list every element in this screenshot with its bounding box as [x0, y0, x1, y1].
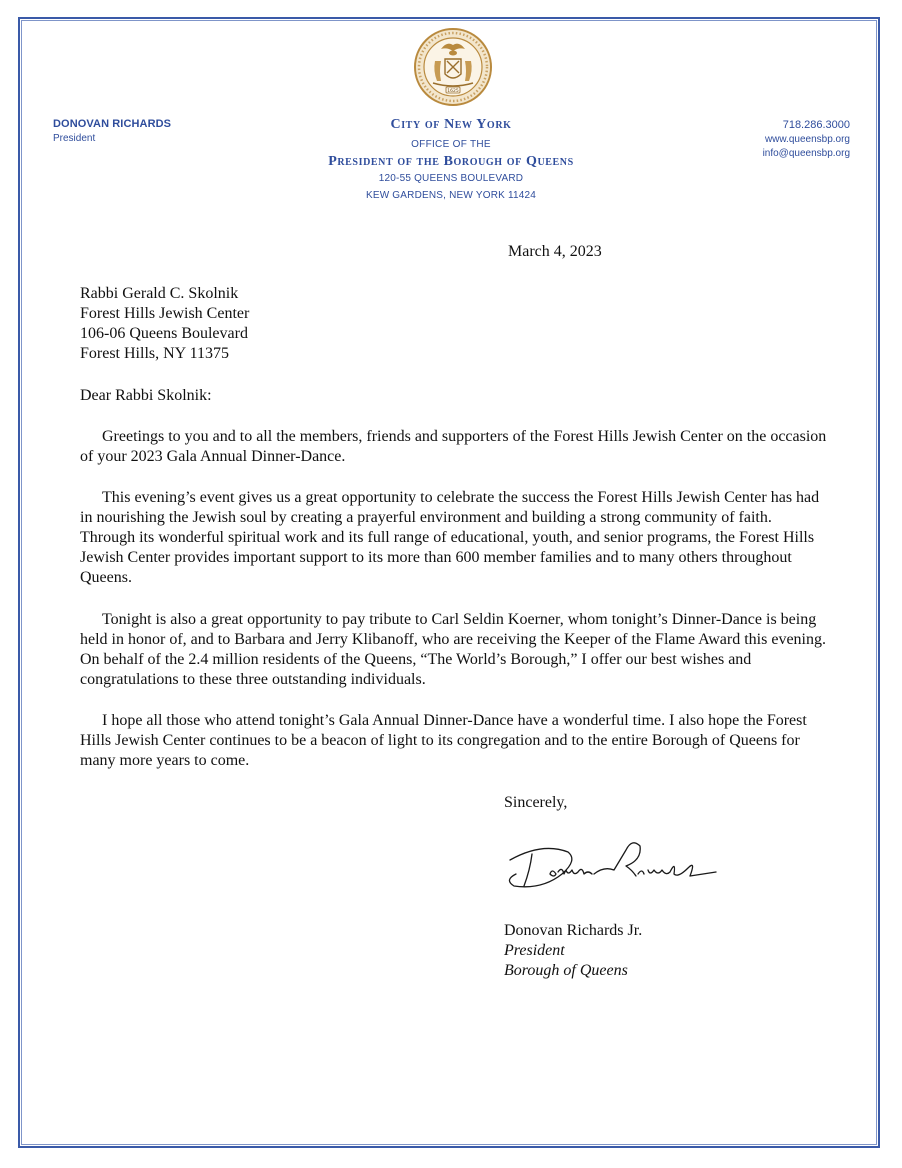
closing: Sincerely, [504, 794, 568, 811]
body-paragraph: Tonight is also a great opportunity to pay tribute to Carl Seldin Koerner, whom tonight’s Dinner-Dance is being held in honor of, and to Barbara and Jerry Klibanoff, who are receiving the Keeper of the Flame Award this evening. On behalf of the 2.4 million residents of the Queens, “The World’s Borough,” I offer our best wishes and congratulations to these three outstanding individuals. [80, 611, 826, 688]
letter-date: March 4, 2023 [508, 243, 602, 260]
addressee-organization: Forest Hills Jewish Center [80, 305, 250, 322]
addressee-block [80, 284, 249, 364]
signer-office: Borough of Queens [504, 962, 628, 979]
president-name: DONOVAN RICHARDS [53, 118, 172, 130]
signer-title: President [504, 942, 565, 959]
letterhead-right [763, 118, 850, 161]
addressee-name: Rabbi Gerald C. Skolnik [80, 285, 239, 302]
office-website: www.queensbp.org [764, 134, 850, 145]
body-paragraph: This evening’s event gives us a great opportunity to celebrate the success the Forest Hills Jewish Center has had in nourishing the Jewish soul by creating a prayerful environment and building a strong community of faith. Through its wonderful spiritual work and its full range of educational, youth, and senior programs, the Forest Hills Jewish Center provides important support to its more than 600 member families and to many others throughout Queens. [80, 489, 820, 586]
svg-text:1625: 1625 [447, 89, 459, 94]
addressee-street: 106-06 Queens Boulevard [80, 325, 248, 342]
addressee-city: Forest Hills, NY 11375 [80, 345, 230, 362]
salutation: Dear Rabbi Skolnik: [80, 387, 212, 404]
body-paragraph: I hope all those who attend tonight’s Gala Annual Dinner-Dance have a wonderful time. I also hope the Forest Hills Jewish Center continues to be a beacon of light to its congregation and to the entire Borough of Queens for many more years to come. [80, 712, 807, 769]
body-paragraph: Greetings to you and to all the members, friends and supporters of the Forest Hills Jewish Center on the occasion of your 2023 Gala Annual Dinner-Dance. [80, 428, 827, 465]
office-of-label: OFFICE OF THE [411, 139, 491, 150]
office-phone: 718.286.3000 [782, 119, 850, 131]
office-address-line2: KEW GARDENS, NEW YORK 11424 [365, 190, 537, 201]
signer-block [504, 921, 642, 981]
handwritten-signature-icon [502, 830, 722, 900]
signer-name: Donovan Richards Jr. [504, 922, 643, 939]
city-name: City of New York [390, 117, 512, 132]
president-title: President [53, 133, 96, 144]
office-email: info@queensbp.org [762, 148, 850, 159]
office-name: President of the Borough of Queens [328, 154, 574, 169]
nyc-seal-icon [413, 27, 493, 107]
office-address-line1: 120-55 QUEENS BOULEVARD [378, 173, 524, 184]
